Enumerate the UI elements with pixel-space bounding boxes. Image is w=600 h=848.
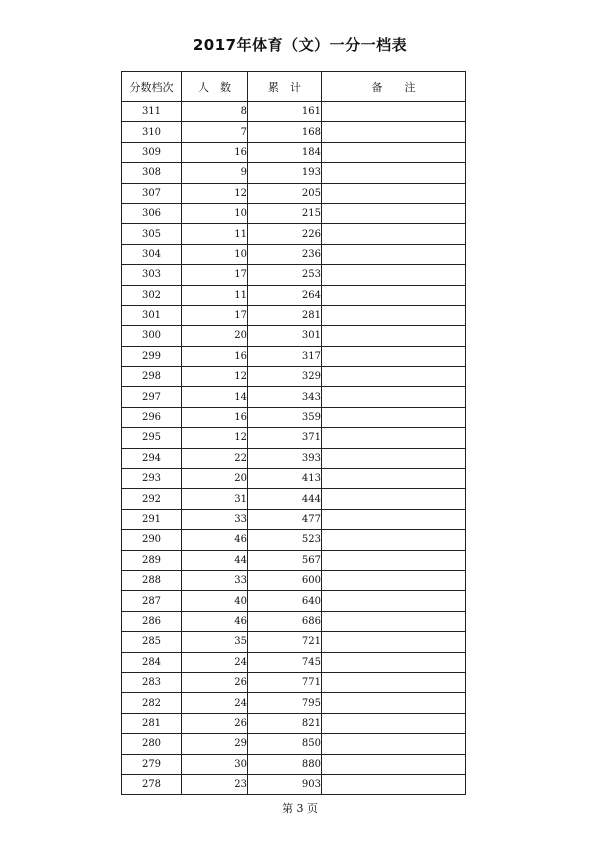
cum-cell: 821 (248, 713, 322, 733)
note-cell (322, 102, 466, 122)
cum-cell: 236 (248, 244, 322, 264)
cum-cell: 600 (248, 570, 322, 590)
cum-cell: 477 (248, 509, 322, 529)
table-row (122, 448, 466, 468)
score-cell: 310 (122, 122, 182, 142)
cum-cell: 317 (248, 346, 322, 366)
score-cell: 305 (122, 224, 182, 244)
cum-cell: 184 (248, 142, 322, 162)
cum-cell: 168 (248, 122, 322, 142)
count-cell: 10 (182, 244, 248, 264)
table-row (122, 530, 466, 550)
note-cell (322, 305, 466, 325)
count-cell: 46 (182, 611, 248, 631)
note-cell (322, 142, 466, 162)
count-cell: 8 (182, 102, 248, 122)
count-cell: 14 (182, 387, 248, 407)
table-row (122, 713, 466, 733)
note-cell (322, 448, 466, 468)
table-row (122, 387, 466, 407)
score-cell: 293 (122, 469, 182, 489)
cum-cell: 393 (248, 448, 322, 468)
note-cell (322, 428, 466, 448)
score-cell: 301 (122, 305, 182, 325)
note-cell (322, 632, 466, 652)
cum-cell: 850 (248, 734, 322, 754)
note-cell (322, 611, 466, 631)
note-cell (322, 265, 466, 285)
table-row (122, 469, 466, 489)
table-row (122, 102, 466, 122)
score-cell: 299 (122, 346, 182, 366)
score-cell: 289 (122, 550, 182, 570)
table-row (122, 122, 466, 142)
cum-cell: 281 (248, 305, 322, 325)
header-note: 备 注 (322, 72, 466, 102)
score-cell: 287 (122, 591, 182, 611)
score-cell: 296 (122, 407, 182, 427)
count-cell: 11 (182, 224, 248, 244)
cum-cell: 193 (248, 163, 322, 183)
cum-cell: 215 (248, 203, 322, 223)
cum-cell: 567 (248, 550, 322, 570)
count-cell: 12 (182, 183, 248, 203)
score-cell: 302 (122, 285, 182, 305)
count-cell: 17 (182, 265, 248, 285)
count-cell: 7 (182, 122, 248, 142)
table-row (122, 265, 466, 285)
note-cell (322, 244, 466, 264)
score-cell: 308 (122, 163, 182, 183)
cum-cell: 205 (248, 183, 322, 203)
table-row (122, 224, 466, 244)
count-cell: 12 (182, 428, 248, 448)
cum-cell: 413 (248, 469, 322, 489)
header-row (122, 72, 466, 102)
table-row (122, 509, 466, 529)
note-cell (322, 693, 466, 713)
count-cell: 31 (182, 489, 248, 509)
count-cell: 16 (182, 142, 248, 162)
score-cell: 297 (122, 387, 182, 407)
cum-cell: 686 (248, 611, 322, 631)
note-cell (322, 367, 466, 387)
score-cell: 298 (122, 367, 182, 387)
note-cell (322, 734, 466, 754)
count-cell: 16 (182, 346, 248, 366)
cum-cell: 264 (248, 285, 322, 305)
count-cell: 9 (182, 163, 248, 183)
note-cell (322, 224, 466, 244)
note-cell (322, 489, 466, 509)
score-cell: 285 (122, 632, 182, 652)
table-row (122, 428, 466, 448)
score-cell: 311 (122, 102, 182, 122)
count-cell: 46 (182, 530, 248, 550)
count-cell: 22 (182, 448, 248, 468)
cum-cell: 721 (248, 632, 322, 652)
cum-cell: 640 (248, 591, 322, 611)
score-cell: 306 (122, 203, 182, 223)
table-row (122, 244, 466, 264)
count-cell: 35 (182, 632, 248, 652)
header-score: 分数档次 (122, 72, 182, 102)
score-cell: 279 (122, 754, 182, 774)
header-count: 人 数 (182, 72, 248, 102)
table-row (122, 652, 466, 672)
count-cell: 16 (182, 407, 248, 427)
count-cell: 11 (182, 285, 248, 305)
table-row (122, 305, 466, 325)
table-row (122, 570, 466, 590)
note-cell (322, 407, 466, 427)
count-cell: 10 (182, 203, 248, 223)
count-cell: 20 (182, 326, 248, 346)
score-cell: 304 (122, 244, 182, 264)
count-cell: 40 (182, 591, 248, 611)
cum-cell: 903 (248, 774, 322, 794)
note-cell (322, 672, 466, 692)
cum-cell: 301 (248, 326, 322, 346)
note-cell (322, 183, 466, 203)
table-row (122, 183, 466, 203)
note-cell (322, 570, 466, 590)
cum-cell: 880 (248, 754, 322, 774)
table-row (122, 326, 466, 346)
score-cell: 292 (122, 489, 182, 509)
score-cell: 290 (122, 530, 182, 550)
table-row (122, 142, 466, 162)
score-cell: 309 (122, 142, 182, 162)
score-cell: 291 (122, 509, 182, 529)
table-row (122, 591, 466, 611)
header-cumulative: 累 计 (248, 72, 322, 102)
score-cell: 278 (122, 774, 182, 794)
table-header (122, 72, 466, 102)
cum-cell: 226 (248, 224, 322, 244)
score-cell: 286 (122, 611, 182, 631)
cum-cell: 161 (248, 102, 322, 122)
cum-cell: 795 (248, 693, 322, 713)
table-row (122, 774, 466, 794)
score-distribution-table (121, 71, 466, 795)
cum-cell: 359 (248, 407, 322, 427)
table-row (122, 407, 466, 427)
table-row (122, 632, 466, 652)
note-cell (322, 122, 466, 142)
count-cell: 33 (182, 509, 248, 529)
count-cell: 24 (182, 652, 248, 672)
note-cell (322, 163, 466, 183)
note-cell (322, 550, 466, 570)
note-cell (322, 387, 466, 407)
score-cell: 288 (122, 570, 182, 590)
score-cell: 300 (122, 326, 182, 346)
table-body (122, 102, 466, 795)
table-row (122, 346, 466, 366)
count-cell: 17 (182, 305, 248, 325)
score-cell: 307 (122, 183, 182, 203)
note-cell (322, 509, 466, 529)
table-row (122, 367, 466, 387)
note-cell (322, 591, 466, 611)
count-cell: 30 (182, 754, 248, 774)
note-cell (322, 326, 466, 346)
note-cell (322, 774, 466, 794)
page-title: 2017年体育（文）一分一档表 (192, 36, 408, 54)
score-cell: 284 (122, 652, 182, 672)
count-cell: 23 (182, 774, 248, 794)
count-cell: 26 (182, 672, 248, 692)
count-cell: 33 (182, 570, 248, 590)
table-row (122, 672, 466, 692)
table-row (122, 550, 466, 570)
table-row (122, 754, 466, 774)
table-row (122, 489, 466, 509)
note-cell (322, 346, 466, 366)
table-row (122, 285, 466, 305)
cum-cell: 343 (248, 387, 322, 407)
score-cell: 294 (122, 448, 182, 468)
note-cell (322, 530, 466, 550)
cum-cell: 523 (248, 530, 322, 550)
score-cell: 283 (122, 672, 182, 692)
score-cell: 282 (122, 693, 182, 713)
cum-cell: 371 (248, 428, 322, 448)
table-row (122, 693, 466, 713)
cum-cell: 771 (248, 672, 322, 692)
note-cell (322, 469, 466, 489)
table-row (122, 611, 466, 631)
cum-cell: 444 (248, 489, 322, 509)
score-cell: 281 (122, 713, 182, 733)
score-cell: 295 (122, 428, 182, 448)
note-cell (322, 652, 466, 672)
note-cell (322, 285, 466, 305)
count-cell: 29 (182, 734, 248, 754)
note-cell (322, 754, 466, 774)
note-cell (322, 203, 466, 223)
table-row (122, 203, 466, 223)
count-cell: 26 (182, 713, 248, 733)
count-cell: 24 (182, 693, 248, 713)
score-cell: 280 (122, 734, 182, 754)
table-row (122, 734, 466, 754)
score-cell: 303 (122, 265, 182, 285)
table-row (122, 163, 466, 183)
cum-cell: 329 (248, 367, 322, 387)
count-cell: 44 (182, 550, 248, 570)
count-cell: 12 (182, 367, 248, 387)
note-cell (322, 713, 466, 733)
page-number: 第 3 页 (282, 802, 318, 815)
cum-cell: 745 (248, 652, 322, 672)
cum-cell: 253 (248, 265, 322, 285)
count-cell: 20 (182, 469, 248, 489)
